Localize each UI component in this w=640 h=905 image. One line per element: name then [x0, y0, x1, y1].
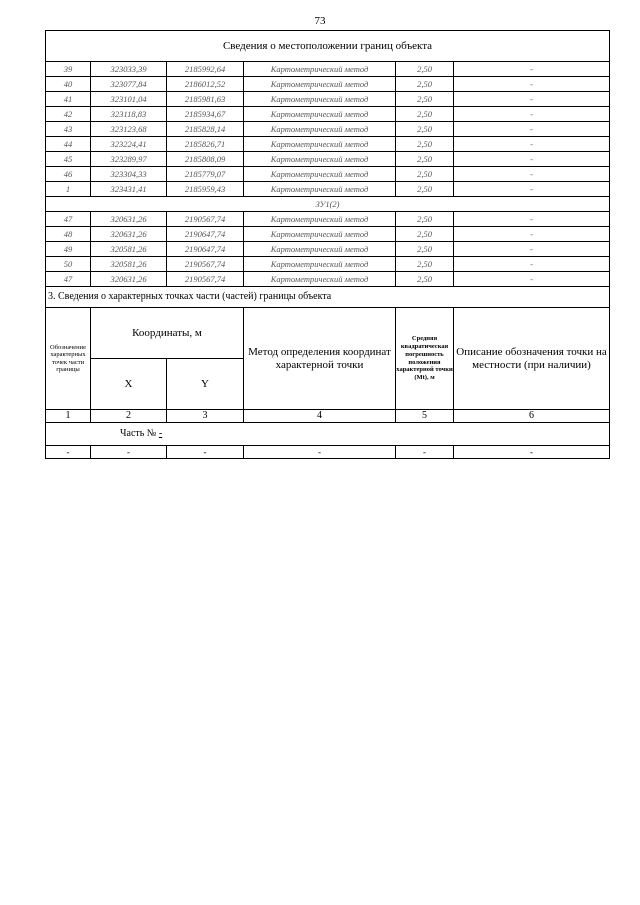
- cell-accuracy: 2,50: [396, 107, 454, 122]
- cell-description: -: [454, 152, 610, 167]
- cell-coord-x: 323431,41: [91, 182, 167, 197]
- part-row: [46, 423, 610, 446]
- cell-accuracy: 2,50: [396, 92, 454, 107]
- column-number: 6: [454, 410, 610, 423]
- cell-method: Картометрический метод: [244, 122, 396, 137]
- cell-method: Картометрический метод: [244, 107, 396, 122]
- cell-method: Картометрический метод: [244, 167, 396, 182]
- empty-cell: -: [454, 446, 610, 459]
- page-number: 73: [314, 15, 326, 27]
- cell-method: Картометрический метод: [244, 227, 396, 242]
- section3-title: 3. Сведения о характерных точках части (частей) границы объекта: [46, 287, 610, 308]
- column-number: 2: [91, 410, 167, 423]
- cell-coord-x: 323224,41: [91, 137, 167, 152]
- cell-point-id: 48: [46, 227, 91, 242]
- cell-coord-x: 323289,97: [91, 152, 167, 167]
- table-row: [46, 122, 610, 137]
- cell-method: Картометрический метод: [244, 212, 396, 227]
- cell-coord-y: 2185826,71: [167, 137, 244, 152]
- header-x: X: [91, 359, 167, 410]
- cell-coord-y: 2185779,07: [167, 167, 244, 182]
- header-point-id: Обозначение характерных точек части границы: [46, 308, 91, 410]
- cell-coord-x: 320631,26: [91, 212, 167, 227]
- cell-point-id: 43: [46, 122, 91, 137]
- cell-point-id: 39: [46, 62, 91, 77]
- cell-point-id: 42: [46, 107, 91, 122]
- cell-point-id: 49: [46, 242, 91, 257]
- cell-description: -: [454, 77, 610, 92]
- cell-coord-y: 2185981,63: [167, 92, 244, 107]
- cell-coord-y: 2190647,74: [167, 227, 244, 242]
- table-row: [46, 62, 610, 77]
- cell-coord-y: 2185808,09: [167, 152, 244, 167]
- cell-point-id: 50: [46, 257, 91, 272]
- column-number: 1: [46, 410, 91, 423]
- subheading: ЗУ1(2): [46, 197, 610, 212]
- boundary-table: [45, 30, 610, 459]
- cell-point-id: 47: [46, 212, 91, 227]
- cell-description: -: [454, 227, 610, 242]
- cell-description: -: [454, 212, 610, 227]
- empty-cell: -: [46, 446, 91, 459]
- header-coordinates: Координаты, м: [91, 308, 244, 359]
- cell-description: -: [454, 167, 610, 182]
- empty-cell: -: [91, 446, 167, 459]
- cell-accuracy: 2,50: [396, 137, 454, 152]
- header-description: Описание обозначения точки на местности (при наличии): [454, 308, 610, 410]
- cell-method: Картометрический метод: [244, 62, 396, 77]
- table-row: [46, 182, 610, 197]
- cell-method: Картометрический метод: [244, 77, 396, 92]
- cell-coord-y: 2185959,43: [167, 182, 244, 197]
- empty-row: [46, 446, 610, 459]
- cell-point-id: 44: [46, 137, 91, 152]
- cell-point-id: 46: [46, 167, 91, 182]
- cell-point-id: 47: [46, 272, 91, 287]
- cell-coord-x: 323304,33: [91, 167, 167, 182]
- cell-method: Картометрический метод: [244, 137, 396, 152]
- table-row: [46, 137, 610, 152]
- cell-accuracy: 2,50: [396, 77, 454, 92]
- cell-coord-y: 2190567,74: [167, 212, 244, 227]
- cell-accuracy: 2,50: [396, 272, 454, 287]
- cell-method: Картометрический метод: [244, 272, 396, 287]
- cell-accuracy: 2,50: [396, 122, 454, 137]
- cell-coord-y: 2186012,52: [167, 77, 244, 92]
- column-number: 4: [244, 410, 396, 423]
- cell-accuracy: 2,50: [396, 152, 454, 167]
- cell-accuracy: 2,50: [396, 257, 454, 272]
- cell-point-id: 1: [46, 182, 91, 197]
- table-row: [46, 167, 610, 182]
- cell-accuracy: 2,50: [396, 227, 454, 242]
- cell-coord-x: 323077,84: [91, 77, 167, 92]
- cell-description: -: [454, 107, 610, 122]
- cell-coord-x: 323033,39: [91, 62, 167, 77]
- cell-coord-y: 2185934,67: [167, 107, 244, 122]
- cell-coord-y: 2185828,14: [167, 122, 244, 137]
- cell-coord-y: 2185992,64: [167, 62, 244, 77]
- cell-method: Картометрический метод: [244, 152, 396, 167]
- cell-point-id: 40: [46, 77, 91, 92]
- table-row: [46, 227, 610, 242]
- table-row: [46, 152, 610, 167]
- cell-description: -: [454, 92, 610, 107]
- cell-description: -: [454, 272, 610, 287]
- cell-description: -: [454, 122, 610, 137]
- column-numbers-row: [46, 410, 610, 423]
- table-row: [46, 92, 610, 107]
- cell-coord-y: 2190567,74: [167, 257, 244, 272]
- cell-coord-x: 320631,26: [91, 227, 167, 242]
- cell-accuracy: 2,50: [396, 182, 454, 197]
- cell-coord-x: 320631,26: [91, 272, 167, 287]
- cell-coord-x: 320581,26: [91, 242, 167, 257]
- cell-coord-x: 323118,83: [91, 107, 167, 122]
- empty-cell: -: [167, 446, 244, 459]
- part-value: -: [158, 428, 163, 439]
- table-row: [46, 242, 610, 257]
- column-number: 5: [396, 410, 454, 423]
- cell-method: Картометрический метод: [244, 92, 396, 107]
- cell-coord-y: 2190647,74: [167, 242, 244, 257]
- cell-point-id: 45: [46, 152, 91, 167]
- cell-point-id: 41: [46, 92, 91, 107]
- empty-cell: -: [244, 446, 396, 459]
- section-title: Сведения о местоположении границ объекта: [46, 31, 610, 62]
- cell-method: Картометрический метод: [244, 182, 396, 197]
- part-label: Часть №: [120, 428, 157, 439]
- cell-description: -: [454, 242, 610, 257]
- header-accuracy: Средняя квадратическая погрешность положения характерной точки (Mt), м: [396, 308, 454, 410]
- table-row: [46, 107, 610, 122]
- cell-method: Картометрический метод: [244, 257, 396, 272]
- cell-accuracy: 2,50: [396, 167, 454, 182]
- table-row: [46, 272, 610, 287]
- cell-coord-y: 2190567,74: [167, 272, 244, 287]
- cell-accuracy: 2,50: [396, 62, 454, 77]
- table-row: [46, 77, 610, 92]
- header-method: Метод определения координат характерной точки: [244, 308, 396, 410]
- cell-method: Картометрический метод: [244, 242, 396, 257]
- table-row: [46, 257, 610, 272]
- cell-description: -: [454, 137, 610, 152]
- column-number: 3: [167, 410, 244, 423]
- cell-coord-x: 323123,68: [91, 122, 167, 137]
- header-y: Y: [167, 359, 244, 410]
- empty-cell: -: [396, 446, 454, 459]
- cell-description: -: [454, 62, 610, 77]
- cell-coord-x: 323101,04: [91, 92, 167, 107]
- table-row: [46, 212, 610, 227]
- cell-description: -: [454, 257, 610, 272]
- cell-description: -: [454, 182, 610, 197]
- cell-accuracy: 2,50: [396, 212, 454, 227]
- cell-accuracy: 2,50: [396, 242, 454, 257]
- cell-coord-x: 320581,26: [91, 257, 167, 272]
